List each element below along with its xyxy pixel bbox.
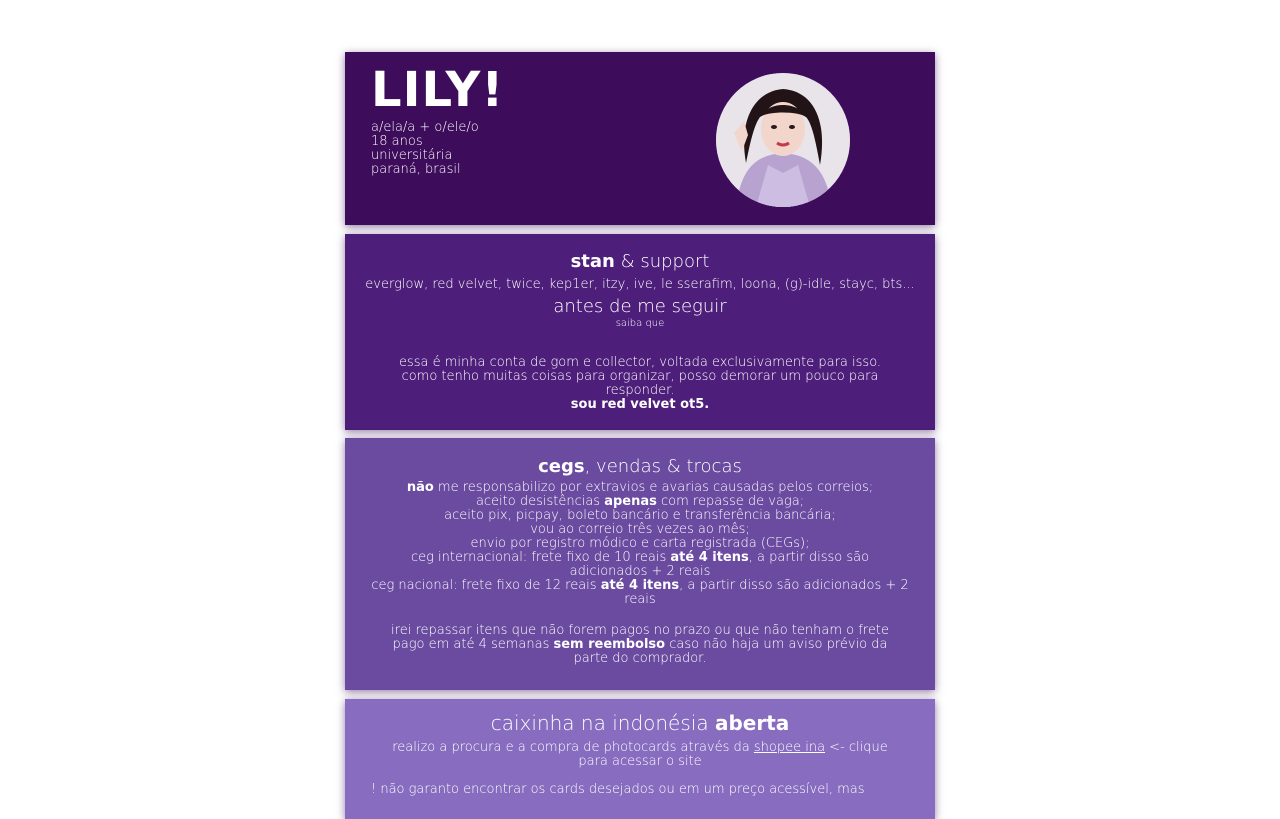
stan-line-3: sou red velvet ot5. [570,397,710,412]
box-title-bold: aberta [714,711,790,735]
profile-name: LILY! [371,62,505,118]
box-description: realizo a procura e a compra de photocards através da shopee ina <- clique para acessar o site [392,740,888,769]
box-title-pre: caixinha na indonésia [490,711,715,735]
rule-5: envio por registro módico e carta registrada (CEGs); [470,536,810,551]
location: paraná, brasil [371,162,461,177]
pronouns: a/ela/a + o/ele/o [371,120,479,135]
header-card [345,52,935,225]
rule-2: aceito desistências apenas com repasse de vaga; [475,494,805,509]
stan-line-1: essa é minha conta de gom e collector, voltada exclusivamente para isso. [398,355,882,370]
cegs-title [345,455,935,479]
box-card [345,699,935,819]
stan-title-bold: stan [570,251,615,272]
box-title [345,711,935,735]
profile-info [371,121,479,177]
before-follow-title: antes de me seguir [553,296,727,317]
occupation: universitária [371,148,453,163]
profile-page [345,52,935,819]
stan-line-2: como tenho muitas coisas para organizar, posso demorar um pouco para responder. [401,369,879,398]
stan-card [345,234,935,430]
cegs-card [345,438,935,690]
cegs-title-bold: cegs [538,456,585,477]
age: 18 anos [371,134,423,149]
stan-groups: everglow, red velvet, twice, kep1er, itzy, ive, le sserafim, loona, (g)-idle, stayc, bts... [365,277,915,292]
avatar-photo-icon [716,73,850,207]
stan-description [345,356,935,412]
rule-7: ceg nacional: frete fixo de 12 reais até 4 itens, a partir disso são adicionados + 2 reais [371,578,909,607]
cegs-rules [345,481,935,607]
shopee-link[interactable]: shopee ina [753,740,826,755]
cegs-refund-note: irei repassar itens que não forem pagos no prazo ou que não tenham o frete pago em até 4 semanas sem reembolso caso não haja um aviso prévio da parte do comprador. [391,623,889,666]
stan-title-rest: & support [614,251,710,272]
rule-6: ceg internacional: frete fixo de 10 reais até 4 itens, a partir disso são adicionados + 2 reais [410,550,870,579]
rule-4: vou ao correio três vezes ao mês; [530,522,750,537]
rule-3: aceito pix, picpay, boleto bancário e transferência bancária; [444,508,836,523]
rule-1: não me responsabilizo por extravios e avarias causadas pelos correios; [406,480,874,495]
before-follow-small: saiba que [615,318,665,329]
stan-title [345,250,935,274]
box-note: ! não garanto encontrar os cards desejados ou em um preço acessível, mas [371,782,865,797]
cegs-title-rest: , vendas & trocas [584,456,742,477]
avatar [716,73,850,207]
